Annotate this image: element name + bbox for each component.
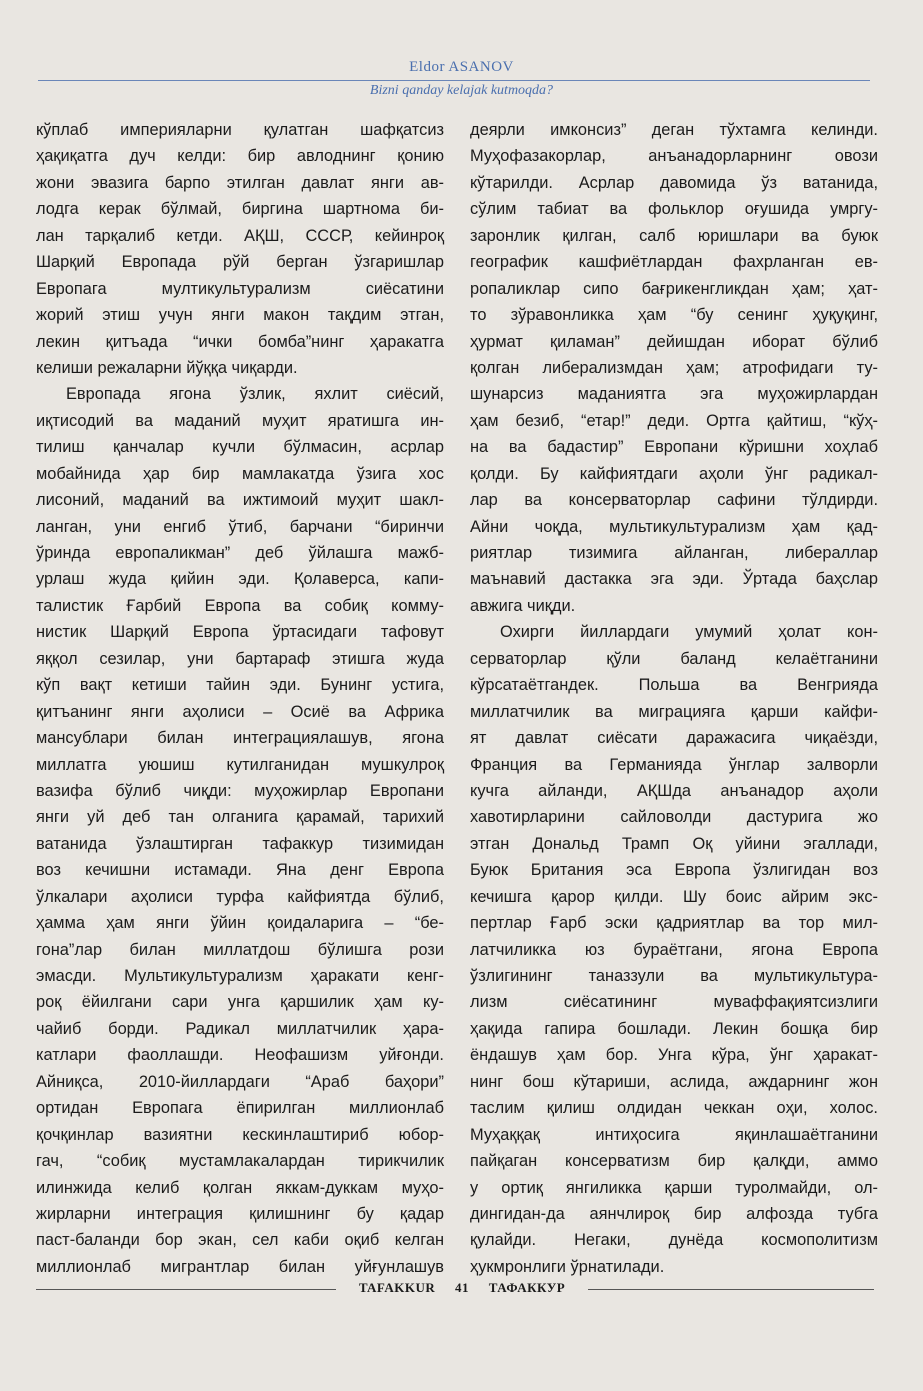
text-line: лекин қитъада “ички бомба”нинг ҳаракатга: [36, 332, 444, 351]
text-line: янги уй деб тан олганига қарамай, тарихий: [36, 808, 444, 827]
text-line: эмасди. Мультикультурализм ҳаракати кенг-: [36, 967, 444, 985]
text-line: ўлкалари аҳолиси турфа кайфиятда бўлиб,: [36, 887, 444, 906]
text-line: хавотирларини сайловолди дастурига жо: [470, 808, 878, 827]
text-line: пайқаган консерватизм бир қалқди, аммо: [470, 1152, 878, 1171]
journal-name-cyrillic: ТАФАККУР: [488, 1280, 566, 1295]
text-line: жони эвазига барпо этилган давлат янги ав-: [36, 173, 444, 192]
text-line: нинг бош кўтариши, аслида, аждарнинг жон: [470, 1072, 878, 1091]
text-line: жорий этиш учун янги макон тақдим этган,: [36, 306, 444, 325]
text-line: тилиш қанчалар кучли бўлмасин, асрлар: [36, 438, 444, 457]
text-line: ҳақида гапира бошлади. Лекин бошқа бир: [470, 1019, 878, 1038]
text-line: Муҳаққақ интиҳосига яқинлашаётганини: [470, 1125, 878, 1144]
text-line: ҳукмронлиги ўрнатилади.: [470, 1257, 665, 1276]
text-line: ўринда европаликман” деб ўйлашга мажб-: [36, 544, 444, 562]
text-line: Европага мултикультурализм сиёсатини: [36, 279, 444, 298]
text-line: деярли имконсиз” деган тўхтамга келинди.: [470, 121, 878, 139]
text-line: ропаликлар сипо бағрикенгликдан ҳам; ҳат-: [470, 279, 878, 298]
text-line: воз кечишни истамади. Яна денг Европа: [36, 861, 444, 880]
text-line: роқ ёйилгани сари унга қаршилик ҳам ку-: [36, 993, 444, 1012]
text-line: ланган, уни енгиб ўтиб, барчани “биринчи: [36, 517, 444, 536]
text-line: латчиликка юз бураётгани, ягона Европа: [470, 940, 878, 959]
text-line: яққол сезилар, уни бартараф этишга жуда: [36, 649, 444, 668]
text-line: кучга айланди, АҚШда анъанадор аҳоли: [470, 781, 878, 800]
text-line: ят давлат сиёсати даражасига чиқаёзди,: [470, 729, 878, 748]
text-line: жирларни интеграция қилишнинг бу қадар: [36, 1204, 444, 1223]
paragraph-start: Европада ягона ўзлик, яхлит сиёсий,: [66, 385, 444, 404]
text-line: иқтисодий ва маданий муҳит яратишга ин-: [36, 411, 444, 430]
text-line: риятлар тизимига айланган, либераллар: [470, 544, 878, 562]
text-line: ҳам безиб, “етар!” деди. Ортга қайтиш, “кўҳ-: [470, 411, 878, 430]
text-line: ўзлигининг таназзули ва мультикультура-: [470, 967, 878, 985]
text-line: Буюк Британия эса Европа ўзлигидан воз: [470, 861, 878, 880]
text-line: Муҳофазакорлар, анъанадорларнинг овози: [470, 147, 878, 166]
header-divider: [38, 80, 870, 81]
footer-rule-right: [588, 1289, 874, 1290]
text-line: то зўравонликка ҳам “бу сенинг ҳуқуқинг,: [470, 306, 878, 325]
text-line: Франция ва Германияда ўнглар залворли: [470, 755, 878, 774]
text-line: миллатга уюшиш кутилганидан мушкулроқ: [36, 755, 444, 774]
journal-name-latin: TAFAKKUR: [358, 1280, 436, 1295]
text-line: кўтарилди. Асрлар давомида ўз ватанида,: [470, 173, 878, 192]
text-line: мобайнида ҳар бир мамлакатда ўзига хос: [36, 464, 444, 483]
text-line: дингидан-да аянчлироқ бир алфозда тубга: [470, 1204, 878, 1223]
text-column-left: [36, 117, 444, 1280]
text-line: қочқинлар вазиятни кескинлаштириб юбор-: [36, 1125, 444, 1144]
text-line: катлари фаоллашди. Неофашизм уйғонди.: [36, 1046, 444, 1065]
text-line: ҳурмат қиламан” дейишдан иборат бўлиб: [470, 332, 878, 351]
text-line: лизм сиёсатининг муваффақиятсизлиги: [470, 993, 878, 1012]
text-line: ортидан Европага ёпирилган миллионлаб: [36, 1099, 444, 1118]
text-line: қолди. Бу кайфиятдаги аҳоли ўнг радикал-: [470, 464, 878, 483]
text-line: кечишга қарор қилди. Шу боис айрим экс-: [470, 887, 878, 906]
text-line: келиши режаларни йўққа чиқарди.: [36, 358, 298, 377]
text-line: лисоний, маданий ва ижтимоий муҳит шакл-: [36, 491, 444, 510]
text-line: шунарсиз маданиятга эга муҳожирлардан: [470, 385, 878, 404]
text-line: этган Дональд Трамп Оқ уйини эгаллади,: [470, 834, 878, 853]
text-line: серваторлар қўли баланд келаётганини: [470, 649, 878, 668]
text-line: сўлим табиат ва фольклор оғушида умргу-: [470, 200, 878, 219]
text-line: кўрсатаётгандек. Польша ва Венгрияда: [470, 676, 878, 695]
text-line: гона”лар билан миллатдош бўлишга рози: [36, 940, 444, 959]
text-line: гач, “собиқ мустамлакалардан тирикчилик: [36, 1152, 444, 1171]
text-line: илинжида келиб қолган яккам-дуккам муҳо-: [36, 1178, 444, 1197]
text-line: лодга керак бўлмай, биргина шартнома би-: [36, 200, 444, 219]
text-line: Айниқса, 2010-йиллардаги “Араб баҳори”: [36, 1072, 444, 1091]
footer-label: [336, 1278, 588, 1298]
text-line: ёндашув ҳам бор. Унга кўра, ўнг ҳаракат-: [470, 1046, 878, 1065]
text-line: на ва бадастир” Европани кўришни хоҳлаб: [470, 438, 878, 457]
text-line: заронлик қилган, салб юришлари ва буюк: [470, 226, 878, 245]
article-title: Bizni qanday kelajak kutmoqda?: [369, 83, 554, 98]
text-line: таслим қилиш олдидан чеккан оҳи, холос.: [470, 1099, 878, 1118]
text-line: маънавий дастакка эга эди. Ўртада баҳслар: [470, 570, 878, 589]
running-header: [0, 58, 923, 76]
text-line: географик кашфиётлардан фахрланган ев-: [470, 253, 878, 272]
text-line: ватанида ўзлаштирган тафаккур тизимидан: [36, 834, 444, 853]
text-column-right: [470, 117, 878, 1280]
text-line: лан тарқалиб кетди. АҚШ, СССР, кейинроқ: [36, 226, 444, 245]
text-line: паст-баланди бор экан, сел каби оқиб келган: [36, 1231, 444, 1250]
text-line: пертлар Ғарб эски қадриятлар ва тор мил-: [470, 914, 878, 933]
text-line: қулайди. Негаки, дунёда космополитизм: [470, 1231, 878, 1250]
text-line: лар ва консерваторлар сафини тўлдирди.: [470, 491, 878, 510]
text-line: чайиб борди. Радикал миллатчилик ҳара-: [36, 1019, 444, 1038]
text-line: кўп вақт кетиши тайин эди. Бунинг устига,: [36, 676, 444, 695]
text-line: урлаш жуда қийин эди. Қолаверса, капи-: [36, 570, 444, 589]
text-line: Шарқий Европада рўй берган ўзгаришлар: [36, 253, 444, 272]
text-line: миллионлаб мигрантлар билан уйғунлашув: [36, 1257, 444, 1276]
text-line: миллатчилик ва миграцияга қарши кайфи-: [470, 702, 878, 721]
author-name: Eldor ASANOV: [409, 59, 514, 75]
footer-rule-left: [36, 1289, 336, 1290]
text-line: талистик Ғарбий Европа ва собиқ комму-: [36, 596, 444, 615]
paragraph-start: Охирги йиллардаги умумий ҳолат кон-: [500, 623, 878, 642]
text-line: нистик Шарқий Европа ўртасидаги тафовут: [36, 623, 444, 642]
text-line: мансублари билан интеграциялашув, ягона: [36, 729, 444, 748]
text-line: қитъанинг янги аҳолиси – Осиё ва Африка: [36, 702, 444, 721]
text-line: авжига чиқди.: [470, 596, 576, 615]
text-line: вазифа бўлиб чиқди: муҳожирлар Европани: [36, 781, 444, 800]
text-line: ҳақиқатга дуч келди: бир авлоднинг қонию: [36, 147, 444, 166]
text-line: Айни чоқда, мультикультурализм ҳам қад-: [470, 517, 878, 536]
text-line: кўплаб империяларни қулатган шафқатсиз: [36, 121, 444, 139]
text-line: қолган либерализмдан ҳам; атрофидаги ту-: [470, 358, 878, 377]
page-number: 41: [455, 1280, 470, 1295]
text-line: ҳамма ҳам янги ўйин қоидаларига – “бе-: [36, 914, 444, 933]
text-line: у ортиқ янгиликка қарши туролмайди, ол-: [470, 1178, 878, 1197]
running-footer: [0, 1278, 923, 1298]
